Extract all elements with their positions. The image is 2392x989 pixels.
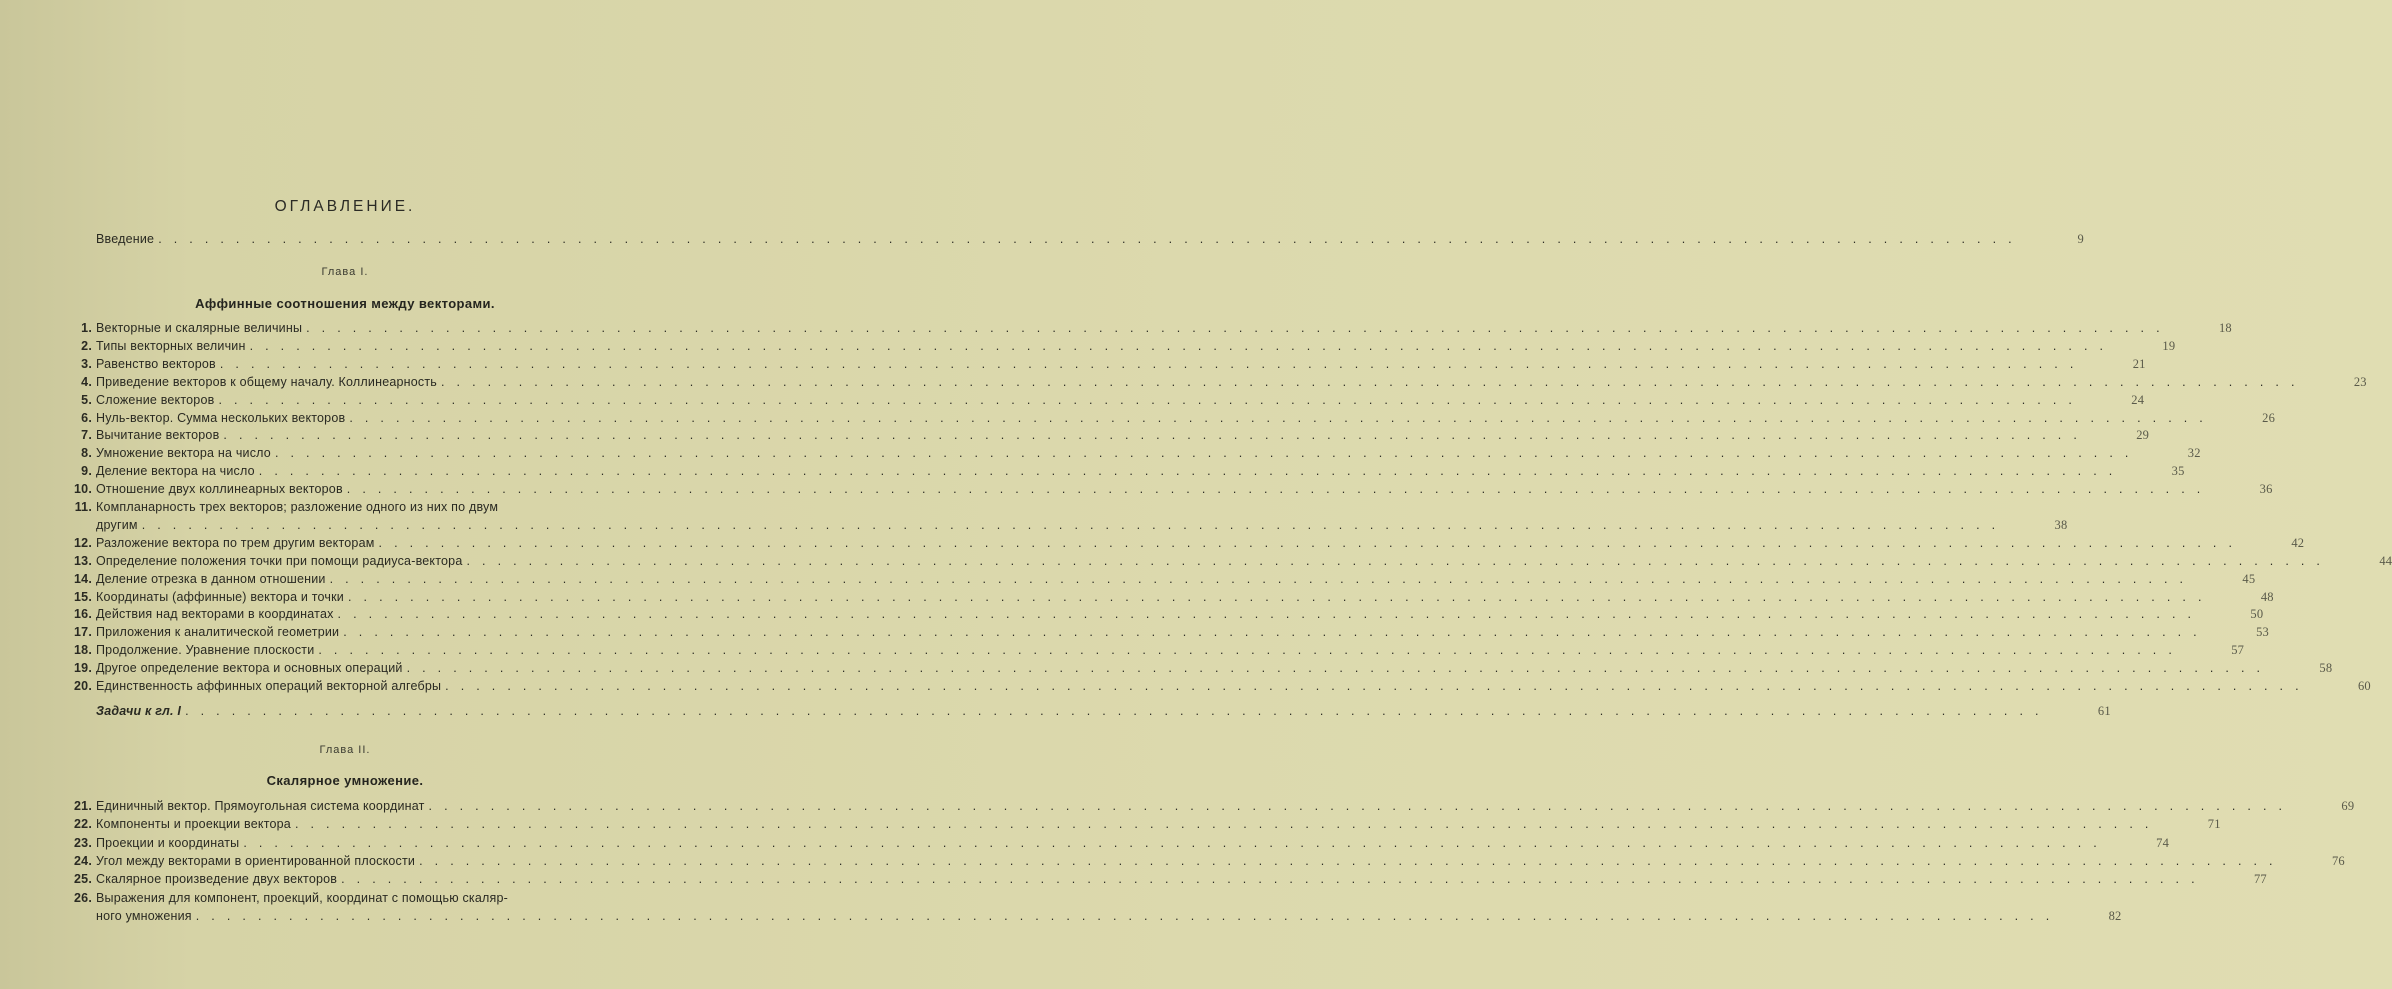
toc-entry [40, 643, 2245, 661]
page-number: 45 [2242, 571, 2256, 586]
toc-entry [40, 908, 2122, 927]
entry-number: 6. [81, 410, 92, 425]
dot-leader: . . . . . . . . . . . . . . . . . . . . . . . . . . . . . . . . . . . . . . . . . . . . . . . . . . . . . . . . . . . . . . . . . . . . . . . . . . . . . . . . . . . . . . . . . . . . . . . . . . . . . . . . . . . . . . . . . . . . . . . . [441, 374, 2299, 389]
dot-leader: . . . . . . . . . . . . . . . . . . . . . . . . . . . . . . . . . . . . . . . . . . . . . . . . . . . . . . . . . . . . . . . . . . . . . . . . . . . . . . . . . . . . . . . . . . . . . . . . . . . . . . . . . . . . . . . . . . . . . . . . [466, 553, 2325, 568]
entry-number: 18. [74, 643, 92, 658]
dot-leader: . . . . . . . . . . . . . . . . . . . . . . . . . . . . . . . . . . . . . . . . . . . . . . . . . . . . . . . . . . . . . . . . . . . . . . . . . . . . . . . . . . . . . . . . . . . . . . . . . . . . . . . . . . . . . . . . . . . . . . . . [141, 517, 2000, 532]
dot-leader: . . . . . . . . . . . . . . . . . . . . . . . . . . . . . . . . . . . . . . . . . . . . . . . . . . . . . . . . . . . . . . . . . . . . . . . . . . . . . . . . . . . . . . . . . . . . . . . . . . . . . . . . . . . . . . . . . . . . . . . . [274, 446, 2133, 461]
entry-title: Компоненты и проекции вектора [96, 817, 291, 832]
page-number: 69 [2341, 799, 2355, 813]
dot-leader: . . . . . . . . . . . . . . . . . . . . . . . . . . . . . . . . . . . . . . . . . . . . . . . . . . . . . . . . . . . . . . . . . . . . . . . . . . . . . . . . . . . . . . . . . . . . . . . . . . . . . . . . . . . . . . . . . . . . . . . . [337, 607, 2196, 622]
entry-title: Отношение двух коллинеарных векторов [96, 482, 343, 497]
toc-entry [40, 374, 2367, 393]
toc-entry [40, 464, 2185, 482]
entry-title: Деление вектора на число [96, 464, 255, 479]
entry-number: 17. [74, 625, 92, 640]
entry-title: Единичный вектор. Прямоугольная система координат [96, 799, 425, 813]
page-number: 50 [2250, 607, 2264, 622]
toc-entry [40, 835, 2170, 854]
page-number: 71 [2207, 817, 2221, 832]
entry-number: 20. [74, 679, 92, 693]
entry-number: 9. [81, 464, 92, 479]
dot-leader: . . . . . . . . . . . . . . . . . . . . . . . . . . . . . . . . . . . . . . . . . . . . . . . . . . . . . . . . . . . . . . . . . . . . . . . . . . . . . . . . . . . . . . . . . . . . . . . . . . . . . . . . . . . . . . . . . . . . . . . . [294, 817, 2153, 832]
page-number: 77 [2253, 872, 2267, 887]
entry-number: 8. [81, 446, 92, 461]
entry-number: 11. [74, 500, 92, 514]
page-number: 76 [2331, 853, 2345, 868]
entry-title: Выражения для компонент, проекций, координат с помощью скаляр- [96, 890, 508, 905]
entry-title: Сложение векторов [96, 392, 215, 407]
toc-entry [40, 410, 2276, 429]
dot-leader: . . . . . . . . . . . . . . . . . . . . . . . . . . . . . . . . . . . . . . . . . . . . . . . . . . . . . . . . . . . . . . . . . . . . . . . . . . . . . . . . . . . . . . . . . . . . . . . . . . . . . . . . . . . . . . . . . . . . . . . . [243, 835, 2102, 850]
dot-leader: . . . . . . . . . . . . . . . . . . . . . . . . . . . . . . . . . . . . . . . . . . . . . . . . . . . . . . . . . . . . . . . . . . . . . . . . . . . . . . . . . . . . . . . . . . . . . . . . . . . . . . . . . . . . . . . . . . . . . . . . [158, 232, 2016, 246]
toc-entry [40, 535, 2305, 554]
chapter-heading: Глава II. [319, 744, 371, 756]
dot-leader: . . . . . . . . . . . . . . . . . . . . . . . . . . . . . . . . . . . . . . . . . . . . . . . . . . . . . . . . . . . . . . . . . . . . . . . . . . . . . . . . . . . . . . . . . . . . . . . . . . . . . . . . . . . . . . . . . . . . . . . . [349, 410, 2208, 425]
page-number: 60 [2357, 679, 2371, 693]
entry-title: Приложения к аналитической геометрии [96, 625, 340, 640]
dot-leader: . . . . . . . . . . . . . . . . . . . . . . . . . . . . . . . . . . . . . . . . . . . . . . . . . . . . . . . . . . . . . . . . . . . . . . . . . . . . . . . . . . . . . . . . . . . . . . . . . . . . . . . . . . . . . . . . . . . . . . . . [185, 704, 2043, 718]
page-number: 35 [2171, 464, 2185, 479]
entry-title: Разложение вектора по трем другим векторам [96, 535, 375, 550]
entry-title: Действия над векторами в координатах [96, 607, 334, 622]
page-number: 29 [2136, 428, 2150, 443]
entry-title: Умножение вектора на число [96, 446, 271, 461]
entry-title: Угол между векторами в ориентированной плоскости [96, 853, 416, 868]
toc-entry [40, 392, 2145, 411]
page-number: 23 [2353, 374, 2367, 389]
dot-leader: . . . . . . . . . . . . . . . . . . . . . . . . . . . . . . . . . . . . . . . . . . . . . . . . . . . . . . . . . . . . . . . . . . . . . . . . . . . . . . . . . . . . . . . . . . . . . . . . . . . . . . . . . . . . . . . . . . . . . . . . [346, 482, 2205, 497]
page-number: 21 [2132, 356, 2146, 371]
entry-title: другим [96, 517, 138, 532]
entry-number: 13. [74, 553, 92, 568]
dot-leader: . . . . . . . . . . . . . . . . . . . . . . . . . . . . . . . . . . . . . . . . . . . . . . . . . . . . . . . . . . . . . . . . . . . . . . . . . . . . . . . . . . . . . . . . . . . . . . . . . . . . . . . . . . . . . . . . . . . . . . . . [318, 643, 2177, 658]
page-number: 58 [2319, 661, 2333, 676]
page-number: 38 [2054, 517, 2068, 532]
page-number: 42 [2291, 535, 2305, 550]
entry-number: 14. [74, 571, 92, 586]
entry-title: Продолжение. Уравнение плоскости [96, 643, 315, 658]
toc-entry [40, 872, 2267, 890]
chapter-subtitle: Аффинные соотношения между векторами. [195, 296, 495, 311]
toc-entry [40, 428, 2150, 446]
entry-title: Вычитание векторов [96, 428, 220, 443]
entry-number: 4. [81, 374, 92, 389]
dot-leader: . . . . . . . . . . . . . . . . . . . . . . . . . . . . . . . . . . . . . . . . . . . . . . . . . . . . . . . . . . . . . . . . . . . . . . . . . . . . . . . . . . . . . . . . . . . . . . . . . . . . . . . . . . . . . . . . . . . . . . . . [348, 589, 2206, 604]
entry-number: 12. [74, 535, 92, 550]
entry-number: 15. [74, 589, 92, 604]
toc-entry [40, 625, 2269, 643]
dot-leader: . . . . . . . . . . . . . . . . . . . . . . . . . . . . . . . . . . . . . . . . . . . . . . . . . . . . . . . . . . . . . . . . . . . . . . . . . . . . . . . . . . . . . . . . . . . . . . . . . . . . . . . . . . . . . . . . . . . . . . . . [406, 661, 2265, 676]
page-number: 44 [2379, 553, 2392, 568]
entry-title: Векторные и скалярные величины [96, 321, 303, 335]
entry-title: Единственность аффинных операций векторной алгебры [96, 679, 442, 693]
toc-entry [40, 589, 2274, 608]
page-number: 26 [2262, 410, 2276, 425]
entry-number: 19. [74, 661, 92, 676]
toc-entry [40, 321, 2232, 339]
entry-number: 7. [81, 428, 92, 443]
entry-number: 25. [74, 872, 92, 887]
entry-number: 2. [81, 338, 92, 353]
entry-title: Равенство векторов [96, 356, 216, 371]
entry-number: 26. [74, 890, 92, 905]
toc-entry [40, 679, 2371, 697]
toc-title: ОГЛАВЛЕНИЕ. [274, 198, 416, 215]
dot-leader: . . . . . . . . . . . . . . . . . . . . . . . . . . . . . . . . . . . . . . . . . . . . . . . . . . . . . . . . . . . . . . . . . . . . . . . . . . . . . . . . . . . . . . . . . . . . . . . . . . . . . . . . . . . . . . . . . . . . . . . . [219, 356, 2078, 371]
entry-title: Координаты (аффинные) вектора и точки [96, 589, 344, 604]
toc-entry [40, 853, 2345, 872]
toc-entry-introduction [40, 232, 2084, 250]
entry-number: 3. [81, 356, 92, 371]
page-number: 53 [2256, 625, 2269, 640]
entry-title: Нуль-вектор. Сумма нескольких векторов [96, 410, 346, 425]
dot-leader: . . . . . . . . . . . . . . . . . . . . . . . . . . . . . . . . . . . . . . . . . . . . . . . . . . . . . . . . . . . . . . . . . . . . . . . . . . . . . . . . . . . . . . . . . . . . . . . . . . . . . . . . . . . . . . . . . . . . . . . . [218, 392, 2077, 407]
dot-leader: . . . . . . . . . . . . . . . . . . . . . . . . . . . . . . . . . . . . . . . . . . . . . . . . . . . . . . . . . . . . . . . . . . . . . . . . . . . . . . . . . . . . . . . . . . . . . . . . . . . . . . . . . . . . . . . . . . . . . . . . [195, 908, 2054, 923]
page-number: 57 [2231, 643, 2245, 658]
toc-entry [40, 571, 2256, 590]
page-number: 24 [2131, 392, 2145, 407]
toc-entry [40, 607, 2264, 625]
entry-title: Определение положения точки при помощи радиуса-вектора [96, 553, 463, 568]
entry-title: Другое определение вектора и основных операций [96, 661, 403, 676]
dot-leader: . . . . . . . . . . . . . . . . . . . . . . . . . . . . . . . . . . . . . . . . . . . . . . . . . . . . . . . . . . . . . . . . . . . . . . . . . . . . . . . . . . . . . . . . . . . . . . . . . . . . . . . . . . . . . . . . . . . . . . . . [419, 853, 2277, 868]
toc-entry [40, 553, 2392, 572]
entry-title: Приведение векторов к общему началу. Коллинеарность [96, 374, 437, 389]
entry-number: 22. [74, 817, 92, 832]
chapter-subtitle: Скалярное умножение. [266, 773, 424, 788]
dot-leader: . . . . . . . . . . . . . . . . . . . . . . . . . . . . . . . . . . . . . . . . . . . . . . . . . . . . . . . . . . . . . . . . . . . . . . . . . . . . . . . . . . . . . . . . . . . . . . . . . . . . . . . . . . . . . . . . . . . . . . . . [223, 428, 2082, 443]
dot-leader: . . . . . . . . . . . . . . . . . . . . . . . . . . . . . . . . . . . . . . . . . . . . . . . . . . . . . . . . . . . . . . . . . . . . . . . . . . . . . . . . . . . . . . . . . . . . . . . . . . . . . . . . . . . . . . . . . . . . . . . . [445, 679, 2303, 693]
page-number: 9 [2077, 232, 2084, 246]
toc-entry [40, 799, 2355, 817]
dot-leader: . . . . . . . . . . . . . . . . . . . . . . . . . . . . . . . . . . . . . . . . . . . . . . . . . . . . . . . . . . . . . . . . . . . . . . . . . . . . . . . . . . . . . . . . . . . . . . . . . . . . . . . . . . . . . . . . . . . . . . . . [378, 535, 2237, 550]
entry-title: Деление отрезка в данном отношении [96, 571, 326, 586]
page-number: 82 [2108, 908, 2122, 923]
entry-title: Компланарность трех векторов; разложение одного из них по двум [96, 500, 499, 514]
dot-leader: . . . . . . . . . . . . . . . . . . . . . . . . . . . . . . . . . . . . . . . . . . . . . . . . . . . . . . . . . . . . . . . . . . . . . . . . . . . . . . . . . . . . . . . . . . . . . . . . . . . . . . . . . . . . . . . . . . . . . . . . [329, 571, 2188, 586]
toc-entry [40, 517, 2068, 536]
dot-leader: . . . . . . . . . . . . . . . . . . . . . . . . . . . . . . . . . . . . . . . . . . . . . . . . . . . . . . . . . . . . . . . . . . . . . . . . . . . . . . . . . . . . . . . . . . . . . . . . . . . . . . . . . . . . . . . . . . . . . . . . [343, 625, 2201, 640]
dot-leader: . . . . . . . . . . . . . . . . . . . . . . . . . . . . . . . . . . . . . . . . . . . . . . . . . . . . . . . . . . . . . . . . . . . . . . . . . . . . . . . . . . . . . . . . . . . . . . . . . . . . . . . . . . . . . . . . . . . . . . . . [341, 872, 2199, 887]
dot-leader: . . . . . . . . . . . . . . . . . . . . . . . . . . . . . . . . . . . . . . . . . . . . . . . . . . . . . . . . . . . . . . . . . . . . . . . . . . . . . . . . . . . . . . . . . . . . . . . . . . . . . . . . . . . . . . . . . . . . . . . . [306, 321, 2164, 335]
page-number: 36 [2259, 482, 2273, 497]
entry-number: 10. [74, 482, 92, 497]
toc-entry [40, 817, 2221, 835]
page-number: 32 [2187, 446, 2201, 461]
entry-title: Типы векторных величин [96, 338, 246, 353]
entry-number: 5. [81, 392, 92, 407]
entry-title: Введение [96, 232, 155, 246]
page-number: 61 [2097, 704, 2111, 718]
toc-entry [40, 338, 2176, 357]
entry-title: ного умножения [96, 908, 192, 923]
toc-entry [40, 446, 2201, 464]
entry-number: 16. [74, 607, 92, 622]
entry-number: 24. [74, 853, 92, 868]
chapter-heading: Глава I. [321, 266, 369, 278]
entry-number: 21. [74, 799, 92, 813]
dot-leader: . . . . . . . . . . . . . . . . . . . . . . . . . . . . . . . . . . . . . . . . . . . . . . . . . . . . . . . . . . . . . . . . . . . . . . . . . . . . . . . . . . . . . . . . . . . . . . . . . . . . . . . . . . . . . . . . . . . . . . . . [428, 799, 2287, 813]
page-number: 18 [2218, 321, 2232, 335]
page-number: 48 [2260, 589, 2274, 604]
toc-entry-problems [40, 704, 2111, 722]
toc-entry [40, 891, 660, 909]
entry-number: 23. [74, 835, 92, 850]
toc-entry [40, 500, 660, 518]
dot-leader: . . . . . . . . . . . . . . . . . . . . . . . . . . . . . . . . . . . . . . . . . . . . . . . . . . . . . . . . . . . . . . . . . . . . . . . . . . . . . . . . . . . . . . . . . . . . . . . . . . . . . . . . . . . . . . . . . . . . . . . . [258, 464, 2117, 479]
page-number: 74 [2156, 835, 2170, 850]
toc-entry [40, 482, 2273, 500]
toc-entry [40, 356, 2146, 375]
dot-leader: . . . . . . . . . . . . . . . . . . . . . . . . . . . . . . . . . . . . . . . . . . . . . . . . . . . . . . . . . . . . . . . . . . . . . . . . . . . . . . . . . . . . . . . . . . . . . . . . . . . . . . . . . . . . . . . . . . . . . . . . [249, 338, 2108, 353]
entry-title: Задачи к гл. I [96, 704, 182, 718]
entry-number: 1. [81, 321, 92, 335]
page-number: 19 [2162, 338, 2176, 353]
entry-title: Проекции и координаты [96, 835, 240, 850]
entry-title: Скалярное произведение двух векторов [96, 872, 338, 887]
toc-entry [40, 661, 2333, 679]
